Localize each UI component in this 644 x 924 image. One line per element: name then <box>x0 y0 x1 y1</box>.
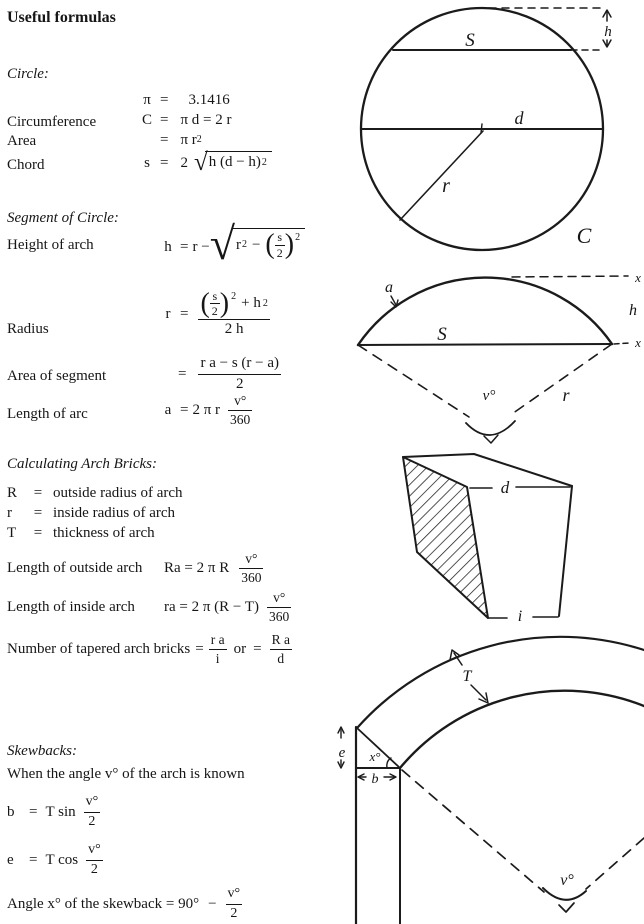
circle-diagram <box>352 0 644 262</box>
equals: = <box>180 401 189 418</box>
equals: = <box>178 365 187 382</box>
equals: = <box>160 154 169 171</box>
circle-label-h: h <box>604 24 612 40</box>
circumference-formula <box>138 111 232 129</box>
radicand: h (d − h) 2 <box>205 151 272 171</box>
square-root <box>194 151 272 175</box>
tick-mark-bottom: x <box>635 335 641 350</box>
inner-arc <box>400 691 644 768</box>
e-pre: T cos <box>45 851 79 868</box>
area-of-segment-formula <box>174 353 281 395</box>
circle-label-s: S <box>465 30 475 51</box>
b-fraction: $\frac{v^\circ}{2}$ <box>85 794 99 829</box>
arc-pre: 2 π r <box>192 401 221 418</box>
length-of-arc-label: Length of arc <box>7 406 88 422</box>
dashed-chord-ext <box>614 343 629 344</box>
segment-arc <box>358 278 612 345</box>
angle-arc <box>466 421 515 435</box>
length-of-arc-formula <box>160 392 252 428</box>
arch-label-v-angle: v° <box>560 872 574 889</box>
dashed-radius-right <box>509 344 612 416</box>
radius-formula <box>160 286 270 342</box>
arch-label-e: e <box>338 745 346 761</box>
def-symbol: T <box>7 525 17 541</box>
brick-label-d: d <box>500 478 510 497</box>
height-pre: r − <box>192 238 210 255</box>
def-text: inside radius of arch <box>53 505 176 521</box>
chord-formula <box>138 148 272 178</box>
skewback-e-formula <box>7 842 103 878</box>
skewback-angle-formula <box>7 886 242 922</box>
chord-label: Chord <box>7 157 45 173</box>
def-text: outside radius of arch <box>53 485 183 501</box>
chord-lhs: s <box>144 154 150 171</box>
outside-fraction: $\frac{v^\circ}{360}$ <box>241 550 262 585</box>
b-lhs: b <box>7 803 15 820</box>
height-of-arch-formula <box>160 218 305 270</box>
angle-pre: Angle x° of the skewback = 90° <box>7 895 200 912</box>
area-fraction: $\frac{\text{r a − s (r − a)}}{2}$ <box>200 355 280 392</box>
brick-label-i: i <box>517 608 523 625</box>
segment-diagram <box>350 262 644 452</box>
chord-coef: 2 <box>180 154 188 171</box>
radius-fraction: ( $\frac{s}{2}$ ) 2 + h 2 2 h <box>200 287 268 337</box>
inside-arch-eq: ra = 2 π (R − T) <box>164 598 260 615</box>
area-label: Area <box>7 133 37 149</box>
pi-symbol: π <box>143 91 151 108</box>
circle-label-r: r <box>442 175 450 197</box>
segment-label-h: h <box>629 302 637 319</box>
height-lhs: h <box>164 238 172 255</box>
number-of-bricks-formula <box>7 632 292 666</box>
area-rhs: π r <box>180 131 197 148</box>
def-outside-radius <box>7 485 183 502</box>
b-pre: T sin <box>45 803 76 820</box>
radicand: r 2 − ( $\frac{s}{2}$ ) 2 <box>232 228 305 259</box>
def-inside-radius <box>7 505 175 522</box>
dashed-center-right <box>586 838 644 889</box>
equals: = <box>33 485 43 501</box>
inside-arch-formula <box>7 590 291 624</box>
e-lhs: e <box>7 851 14 868</box>
def-thickness <box>7 525 155 542</box>
circ-lhs: C <box>141 111 152 128</box>
outer-arc <box>358 637 644 727</box>
segment-chord-line <box>358 344 612 345</box>
angle-fraction: $\frac{v^\circ}{2}$ <box>227 886 241 921</box>
equals: = <box>160 131 169 148</box>
equals: = <box>33 525 43 541</box>
arc-fraction: $\frac{v^\circ}{360}$ <box>230 392 251 427</box>
def-text: thickness of arch <box>53 525 155 541</box>
circumference-label: Circumference <box>7 114 97 130</box>
equals: = <box>160 111 169 128</box>
t-arrow-down <box>471 685 486 700</box>
outside-arch-label: Length of outside arch <box>7 559 143 576</box>
center-angle-arc <box>543 888 586 900</box>
circle-label-d: d <box>514 108 524 128</box>
skewbacks-section-heading: Skewbacks: <box>7 743 77 759</box>
outer-exponent: 2 <box>295 232 301 244</box>
tapered-brick-diagram <box>395 443 600 630</box>
arch-label-b: b <box>371 772 379 787</box>
bricks-fraction-2: $\frac{\text{R a}}{d}$ <box>271 631 290 666</box>
equals: = <box>160 91 169 108</box>
pi-value: 3.1416 <box>188 91 230 108</box>
segment-label-r: r <box>562 385 570 405</box>
radical-sign: √ <box>209 218 235 270</box>
dashed-radius-left <box>358 345 469 417</box>
equals: = <box>253 640 262 657</box>
arch-diagram <box>330 630 644 924</box>
bricks-section-heading: Calculating Arch Bricks: <box>7 456 157 472</box>
def-symbol: R <box>7 485 18 501</box>
radical-sign: √ <box>193 149 208 177</box>
number-label: Number of tapered arch bricks <box>7 640 191 657</box>
equals: = <box>180 238 189 255</box>
circle-label-c: C <box>576 223 592 248</box>
square-root <box>209 218 305 270</box>
outside-arch-formula <box>7 551 263 585</box>
skewbacks-intro: When the angle v° of the arch is known <box>7 766 245 782</box>
hatched-face <box>403 457 488 618</box>
inside-fraction: $\frac{v^\circ}{360}$ <box>269 589 290 624</box>
bricks-fraction-1: $\frac{\text{r a}}{i}$ <box>210 631 225 666</box>
equals: = <box>29 851 38 868</box>
center-vertex-tick <box>559 903 574 912</box>
paren-fraction: ( $\frac{s}{2}$ ) <box>265 229 295 261</box>
def-symbol: r <box>7 505 12 521</box>
arc-lhs: a <box>164 401 172 418</box>
or-text: or <box>233 640 247 657</box>
inside-arch-label: Length of inside arch <box>7 598 135 615</box>
page-title: Useful formulas <box>7 9 116 26</box>
minus-sign: − <box>208 895 217 912</box>
equals: = <box>180 305 189 322</box>
segment-label-v-angle: v° <box>482 388 496 404</box>
brick-right-edge <box>559 486 572 616</box>
area-of-segment-label: Area of segment <box>7 368 107 384</box>
equals: = <box>195 640 204 657</box>
segment-label-a: a <box>385 279 393 296</box>
radius-label: Radius <box>7 321 49 337</box>
area-formula: = π r 2 <box>160 131 202 148</box>
e-fraction: $\frac{v^\circ}{2}$ <box>88 842 101 877</box>
dashed-top-line <box>512 276 628 277</box>
equals: = <box>33 505 43 521</box>
equals: = <box>29 803 38 820</box>
arch-label-x-angle: x° <box>369 749 381 764</box>
segment-label-s: S <box>437 324 447 345</box>
vertex-tick <box>484 435 498 443</box>
height-of-arch-label: Height of arch <box>7 237 94 253</box>
pi-formula <box>138 91 230 109</box>
arch-label-t: T <box>462 668 472 685</box>
outside-arch-eq: Ra = 2 π R <box>164 559 230 576</box>
tick-mark-top: x <box>635 270 641 285</box>
radius-lhs: r <box>165 305 171 322</box>
dashed-center-left <box>402 770 544 892</box>
skewback-b-formula <box>7 794 100 830</box>
circle-section-heading: Circle: <box>7 66 49 82</box>
segment-section-heading: Segment of Circle: <box>7 210 119 226</box>
circ-rhs: π d = 2 r <box>180 111 232 128</box>
